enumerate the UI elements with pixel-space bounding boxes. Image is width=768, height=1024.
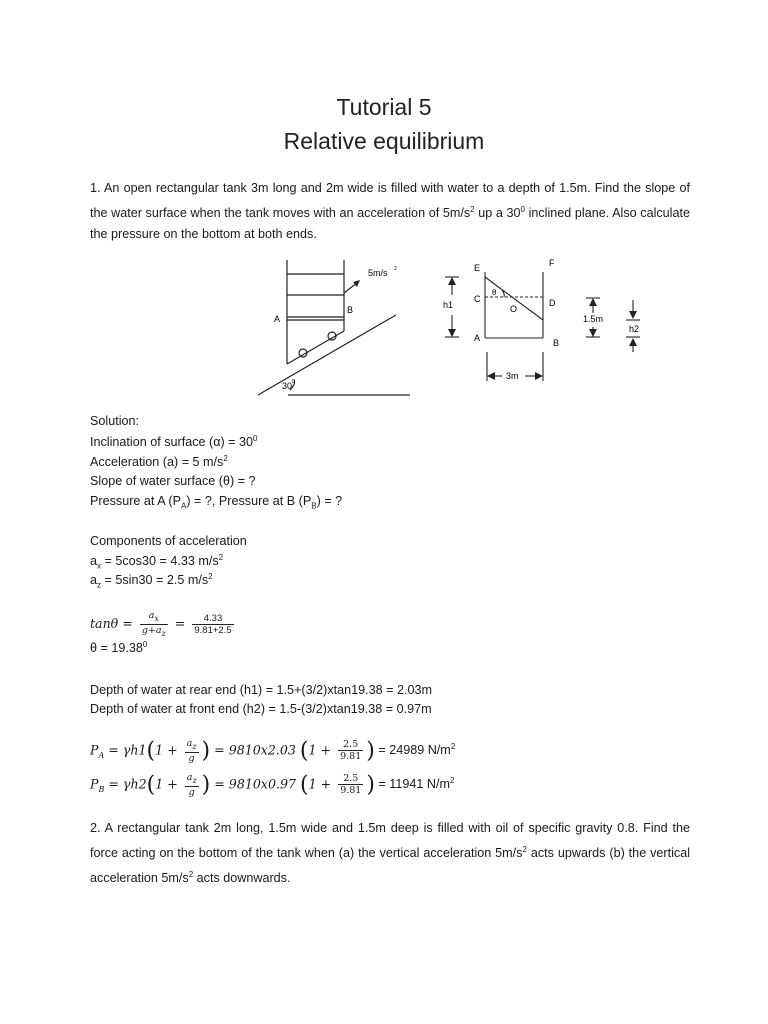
h2-line: Depth of water at front end (h2) = 1.5-(3/2)xtan19.38 = 0.97m [90, 702, 432, 716]
label-c: C [474, 294, 481, 304]
pa-equation: $P_A = \gamma h1(1$ + $\frac{a_z}{g}$ ) = 9810x2.03 (1 + $\frac{2.5}{9.81}$ ) = 24989 $N/m^2$ [90, 738, 456, 764]
label-o: O [510, 304, 518, 314]
h1-line: Depth of water at rear end (h1) = 1.5+(3/2)xtan19.38 = 2.03m [90, 683, 432, 697]
label-a: A [474, 333, 481, 343]
angle-label: 30 [282, 381, 293, 391]
point-a-label: A [274, 314, 281, 324]
label-d: D [549, 298, 556, 308]
label-e: E [474, 263, 481, 273]
depth-label: 1.5m [583, 314, 604, 324]
theta-label: θ [492, 288, 497, 297]
label-f: F [549, 258, 555, 268]
point-b-label: B [347, 305, 354, 315]
az-line: $a_z = 5\sin 30 = 2.5$ $m/s^2$ [90, 572, 213, 590]
given-acceleration: Acceleration (a) = 5 $m/s^2$ [90, 454, 228, 470]
figure-inclined-tank [250, 250, 420, 400]
page-title: Tutorial 5 [336, 94, 432, 120]
components-heading: Components of acceleration [90, 534, 247, 548]
pb-equation: $P_B = \gamma h2(1$ + $\frac{a_z}{g}$ ) = 9810x0.97 (1 + $\frac{2.5}{9.81}$ ) = 11941 $N/m^2$ [90, 772, 455, 798]
length-label: 3m [506, 371, 519, 381]
unknown-slope: Slope of water surface (θ) = ? [90, 474, 256, 488]
incline-line [258, 315, 396, 395]
svg-text:0: 0 [292, 379, 295, 385]
figure-tank-section [430, 255, 660, 390]
h1-label: h1 [443, 300, 454, 310]
accel-label: 5m/s [368, 268, 388, 278]
page-subtitle: Relative equilibrium [283, 128, 485, 154]
unknown-pressures: Pressure at A $(P_A)$ = ?, Pressure at B $(P_B)$ = ? [90, 494, 343, 511]
svg-text:2: 2 [394, 266, 397, 272]
question-1: 1. An open rectangular tank 3m long and 2m wide is filled with water to a depth of 1.5m. Find the slope of the water surface when the tank moves with an acceleration of $5m/s^2$ up a $30^0$ inclined plane. Also calculate the pressure on the bottom at both ends. [90, 181, 690, 242]
tan-equation: tanθ = $\frac{a_x}{g+a_z}$ = $\frac{4.33}{9.81+2.5}$ [90, 610, 232, 638]
question-2: 2. A rectangular tank 2m long, 1.5m wide and 1.5m deep is filled with oil of specific gravity 0.8. Find the force acting on the bottom of the tank when (a) the vertical acceleration $5m/s^2$ acts upwards (b) the vertical acceleration $5m/s^2$ acts downwards. [90, 821, 691, 886]
ax-line: $a_x = 5\cos 30 = 4.33$ $m/s^2$ [90, 553, 224, 571]
theta-result: $\theta = 19.38^0$ [90, 640, 148, 656]
given-inclination: Inclination of surface $(\alpha) = 30^0$ [90, 434, 258, 450]
h2-label: h2 [629, 324, 640, 334]
solution-heading: Solution: [90, 414, 140, 428]
label-b: B [553, 338, 560, 348]
